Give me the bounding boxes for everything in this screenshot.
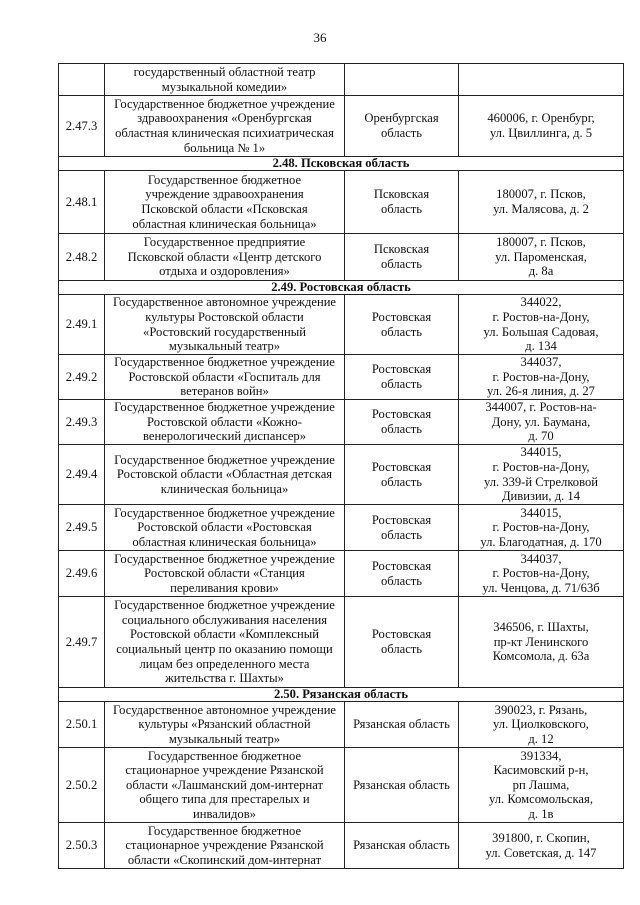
section-header-row: [59, 281, 624, 295]
region-cell: Ростовская область: [345, 505, 459, 551]
address-cell: 344015, г. Ростов-на-Дону, ул. 339-й Стрелковой Дивизии, д. 14: [459, 445, 624, 505]
row-number-cell: 2.49.1: [59, 295, 105, 355]
section-title: 2.49. Ростовская область: [59, 281, 624, 295]
row-number-cell: 2.50.2: [59, 748, 105, 823]
table-row: [59, 597, 624, 688]
table-row: [59, 234, 624, 281]
region-cell: Псковская область: [345, 171, 459, 234]
row-number-cell: 2.49.6: [59, 551, 105, 597]
row-number-cell: 2.49.5: [59, 505, 105, 551]
table-row: [59, 445, 624, 505]
section-header-row: [59, 157, 624, 171]
row-number-cell: 2.48.1: [59, 171, 105, 234]
address-cell: 391800, г. Скопин, ул. Советская, д. 147: [459, 823, 624, 869]
institution-name-cell: Государственное предприятие Псковской области «Центр детского отдыха и оздоровления»: [105, 234, 345, 281]
table-row: [59, 171, 624, 234]
address-cell: 346506, г. Шахты, пр-кт Ленинского Комсомола, д. 63а: [459, 597, 624, 688]
section-title: 2.48. Псковская область: [59, 157, 624, 171]
institution-name-cell: Государственное бюджетное учреждение Ростовской области «Станция переливания крови»: [105, 551, 345, 597]
address-cell: 180007, г. Псков, ул. Пароменская, д. 8а: [459, 234, 624, 281]
table-row: [59, 505, 624, 551]
region-cell: Ростовская область: [345, 551, 459, 597]
institution-name-cell: Государственное бюджетное учреждение здравоохранения «Оренбургская областная клиническая психиатрическая больница № 1»: [105, 96, 345, 157]
institution-name-cell: Государственное бюджетное учреждение социального обслуживания населения Ростовской области «Комплексный социальный центр по оказанию помощи лицам без определенного места жительства г. Шахты»: [105, 597, 345, 688]
table-row: [59, 295, 624, 355]
address-cell: 390023, г. Рязань, ул. Циолковского, д. 12: [459, 702, 624, 748]
table-row: [59, 823, 624, 869]
region-cell: Оренбургская область: [345, 96, 459, 157]
institution-name-cell: Государственное автономное учреждение культуры «Рязанский областной музыкальный театр»: [105, 702, 345, 748]
institution-name-cell: Государственное бюджетное учреждение Ростовской области «Кожно- венерологический диспансер»: [105, 400, 345, 445]
address-cell: 180007, г. Псков, ул. Малясова, д. 2: [459, 171, 624, 234]
section-header-row: [59, 688, 624, 702]
row-number-cell: 2.49.3: [59, 400, 105, 445]
region-cell: Рязанская область: [345, 748, 459, 823]
region-cell: Ростовская область: [345, 355, 459, 400]
row-number-cell: 2.49.7: [59, 597, 105, 688]
institution-name-cell: Государственное бюджетное учреждение Ростовской области «Госпиталь для ветеранов войн»: [105, 355, 345, 400]
institution-name-cell: Государственное автономное учреждение культуры Ростовской области «Ростовский государственный музыкальный театр»: [105, 295, 345, 355]
table-row: [59, 702, 624, 748]
table-body: [59, 64, 624, 869]
institutions-table: [58, 63, 624, 869]
table-row: [59, 355, 624, 400]
table-row: [59, 64, 624, 96]
region-cell: Ростовская область: [345, 295, 459, 355]
table-row: [59, 748, 624, 823]
region-cell: Рязанская область: [345, 823, 459, 869]
region-cell: Ростовская область: [345, 445, 459, 505]
region-cell: Псковская область: [345, 234, 459, 281]
address-cell: 460006, г. Оренбург, ул. Цвиллинга, д. 5: [459, 96, 624, 157]
address-cell: 344037, г. Ростов-на-Дону, ул. Ченцова, д. 71/63б: [459, 551, 624, 597]
row-number-cell: 2.49.4: [59, 445, 105, 505]
row-number-cell: 2.50.1: [59, 702, 105, 748]
row-number-cell: 2.49.2: [59, 355, 105, 400]
row-number-cell: 2.47.3: [59, 96, 105, 157]
table-row: [59, 400, 624, 445]
address-cell: 344015, г. Ростов-на-Дону, ул. Благодатная, д. 170: [459, 505, 624, 551]
row-number-cell: 2.50.3: [59, 823, 105, 869]
address-cell: 344022, г. Ростов-на-Дону, ул. Большая Садовая, д. 134: [459, 295, 624, 355]
region-cell: Ростовская область: [345, 400, 459, 445]
institution-name-cell: Государственное бюджетное учреждение Ростовской области «Областная детская клиническая больница»: [105, 445, 345, 505]
institution-name-cell: Государственное бюджетное стационарное учреждение Рязанской области «Скопинский дом-интернат: [105, 823, 345, 869]
institution-name-cell: государственный областной театр музыкальной комедии»: [105, 64, 345, 96]
address-cell: [459, 64, 624, 96]
region-cell: [345, 64, 459, 96]
institution-name-cell: Государственное бюджетное учреждение здравоохранения Псковской области «Псковская областная клиническая больница»: [105, 171, 345, 234]
table-row: [59, 551, 624, 597]
row-number-cell: 2.48.2: [59, 234, 105, 281]
address-cell: 344037, г. Ростов-на-Дону, ул. 26-я линия, д. 27: [459, 355, 624, 400]
section-title: 2.50. Рязанская область: [59, 688, 624, 702]
region-cell: Рязанская область: [345, 702, 459, 748]
row-number-cell: [59, 64, 105, 96]
address-cell: 344007, г. Ростов-на- Дону, ул. Баумана, д. 70: [459, 400, 624, 445]
page-number: 36: [313, 30, 327, 45]
region-cell: Ростовская область: [345, 597, 459, 688]
institution-name-cell: Государственное бюджетное стационарное учреждение Рязанской области «Лашманский дом-интернат общего типа для престарелых и инвалидов»: [105, 748, 345, 823]
table-row: [59, 96, 624, 157]
institution-name-cell: Государственное бюджетное учреждение Ростовской области «Ростовская областная клиническая больница»: [105, 505, 345, 551]
address-cell: 391334, Касимовский р-н, рп Лашма, ул. Комсомольская, д. 1в: [459, 748, 624, 823]
